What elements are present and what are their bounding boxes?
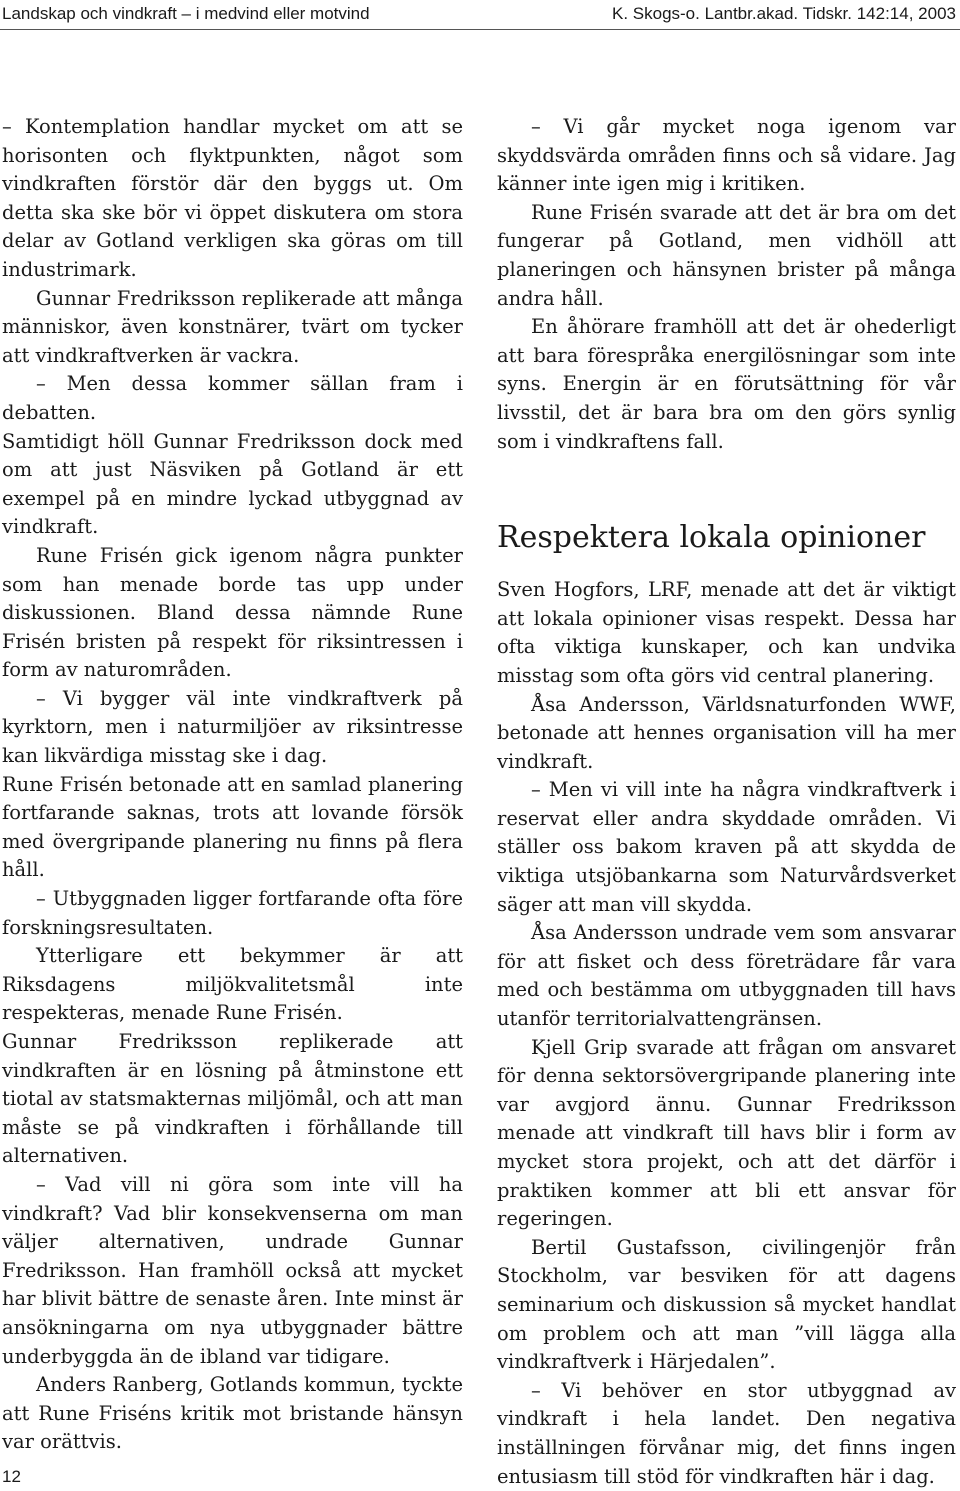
paragraph: En åhörare framhöll att det är ohederligt att bara förespråka energilösningar som inte syns. Energin är en förutsättning för vår livsstil, det är bara bra om den görs synlig som i vindkraftens fall. [497,315,956,453]
paragraph: Sven Hogfors, LRF, menade att det är viktigt att lokala opinioner visas respekt. Dessa har ofta viktiga kunskaper, och kan undvika misstag som ofta görs vid central planering. [497,578,956,687]
paragraph: Rune Frisén gick igenom några punkter som han menade borde tas upp under diskussionen. Bland dessa nämnde Rune Frisén bristen på respekt för riksintressen i form av naturområden. [2,543,463,682]
paragraph: Bertil Gustafsson, civilingenjör från Stockholm, var besviken för att dagens seminarium och diskussion så mycket handlat om problem och att man ”vill lägga alla vindkraftverk i Härjedalen”. [497,1235,956,1374]
section-heading: Respektera lokala opinioner [497,520,926,556]
paragraph: Gunnar Fredriksson replikerade att många människor, även konstnärer, tvärt om tycker att vindkraftverken är vackra. [2,286,463,367]
paragraph: Anders Ranberg, Gotlands kommun, tyckte att Rune Friséns kritik mot bristande hänsyn var orättvis. [2,1373,464,1454]
paragraph: Ytterligare ett bekymmer är att Riksdagens miljökvalitetsmål inte respekteras, menade Rune Frisén. [2,944,463,1025]
running-header [0,2,958,28]
paragraph: – Vi går mycket noga igenom var skyddsvärda områden finns och så vidare. Jag känner inte igen mig i kritiken. [497,115,956,196]
paragraph: Gunnar Fredriksson replikerade att vindkraften är en lösning på åtminstone ett tiotal av statsmakternas miljömål, och att man måste se på vindkraften i förhållande till alternativen. [2,1030,463,1168]
paragraph: Åsa Andersson, Världsnaturfonden WWF, betonade att hennes organisation vill ha mer vindkraft. [497,692,956,773]
paragraph: – Men vi vill inte ha några vindkraftverk i reservat eller andra skyddade områden. Vi ställer oss bakom kraven på att skydda de viktiga utsjöbankarna som Naturvårdsverket säger att man vill skydda. [497,778,956,916]
paragraph: Rune Frisén svarade att det är bra om det fungerar på Gotland, men vidhöll att planeringen och hänsynen brister på många andra håll. [497,200,956,310]
paragraph: – Vi behöver en stor utbyggnad av vindkraft i hela landet. Den negativa inställningen förvånar mig, det finns ingen entusiasm till stöd för vindkraften här i dag. [497,1378,956,1488]
header-article-title: Landskap och vindkraft – i medvind eller motvind [2,4,370,23]
paragraph: – Men dessa kommer sällan fram i debatten. [2,372,463,424]
header-journal-citation: K. Skogs-o. Lantbr.akad. Tidskr. 142:14, 2003 [611,4,956,23]
paragraph: Åsa Andersson undrade vem som ansvarar för att fisket och dess företrädare får vara med och bestämma om utbyggnaden till havs utanför territorialvattengränsen. [497,921,956,1031]
paragraph: – Kontemplation handlar mycket om att se horisonten och flyktpunkten, något som vindkraften förstör där den byggs ut. Om detta ska ske bör vi öppet diskutera om stora delar av Gotland verkligen ska göras om till industrimark. [2,115,463,281]
header-divider [0,29,960,30]
paragraph: – Vad vill ni göra som inte vill ha vindkraft? Vad blir konsekvenserna om man väljer alternativen, undrade Gunnar Fredriksson. Han framhöll också att mycket har blivit bättre de senaste åren. Inte minst är ansökningarna om nya utbyggnader bättre underbyggda än de ibland var tidigare. [2,1172,463,1368]
paragraph: – Utbyggnaden ligger fortfarande ofta före forskningsresultaten. [2,887,463,939]
paragraph: Samtidigt höll Gunnar Fredriksson dock med om att just Näsviken på Gotland är ett exempel på en mindre lyckad utbyggnad av vindkraft. [2,429,463,539]
paragraph: Rune Frisén betonade att en samlad planering fortfarande saknas, trots att lovande försök med övergripande planering nu finns på flera håll. [2,772,463,882]
left-column [2,113,463,1457]
paragraph: – Vi bygger väl inte vindkraftverk på kyrktorn, men i naturmiljöer av riksintresse kan likvärdiga misstag ske i dag. [2,686,463,768]
page-number: 12 [2,1467,21,1486]
paragraph: Kjell Grip svarade att frågan om ansvaret för denna sektorsövergripande planering inte var avgjord ännu. Gunnar Fredriksson menade att vindkraft till havs blir i form av mycket stora projekt, och att det därför i praktiken kommer att bli ett ansvar för regeringen. [497,1035,956,1231]
right-column [497,113,956,1491]
